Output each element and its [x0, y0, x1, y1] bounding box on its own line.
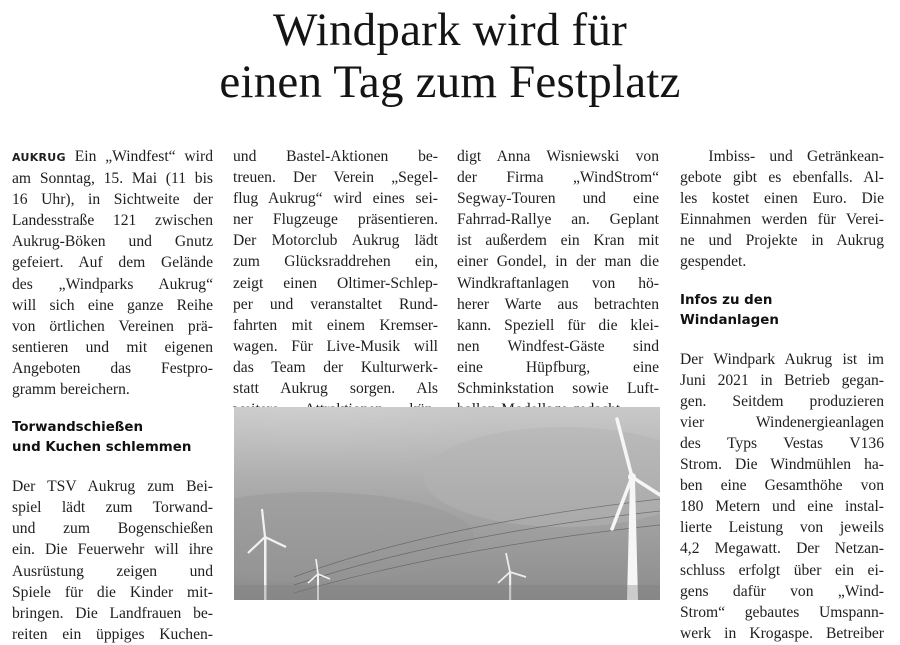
text-line: und Bastel-Aktionen be- [233, 148, 438, 165]
text-line: ne und Projekte in Aukrug [680, 232, 884, 250]
text-line: werk in Krogaspe. Betreiber [680, 624, 884, 642]
text-line: digt Anna Wisniewski von [457, 148, 659, 165]
text-line: will sich eine ganze Reihe [12, 296, 213, 314]
text-line: kann. Speziell für die klei- [457, 316, 659, 334]
text-line: ein. Die Feuerwehr will ihre [12, 541, 213, 559]
text-line: Einnahmen werden für Verei- [680, 211, 884, 229]
body-paragraph [457, 146, 659, 420]
subheading-torwand [12, 418, 213, 458]
spacer [12, 458, 213, 476]
text-line: gen. Seitdem produzieren [680, 392, 884, 410]
text-line: am Sonntag, 15. Mai (11 bis [12, 170, 213, 188]
wind-turbines-photo [234, 407, 660, 600]
text-line: der Firma „WindStrom“ [457, 169, 659, 187]
text-line: wagen. Für Live-Musik will [233, 337, 438, 355]
text-line: Der TSV Aukrug zum Bei- [12, 478, 213, 496]
text-line: gramm bereichern. [12, 381, 130, 399]
subheading-line: Windanlagen [680, 312, 779, 328]
subheading-infos [680, 291, 884, 331]
text-line: Der Windpark Aukrug ist im [680, 350, 884, 368]
text-line: per und veranstaltet Rund- [233, 295, 438, 313]
text-line: ben eine Gesamthöhe von [680, 477, 884, 495]
text-line: vier Windenergieanlagen [680, 413, 884, 431]
text-line: des „Windparks Aukrug“ [12, 275, 213, 293]
text-line: eine Hüpfburg, eine [457, 358, 659, 376]
text-line: das Team der Kulturwerk- [233, 358, 438, 376]
article-column-1 [12, 146, 213, 645]
spacer [680, 273, 884, 291]
article-column-2 [233, 146, 438, 420]
text-line: Imbiss- und Getränkean- [680, 148, 884, 165]
text-line: fahrten mit einem Kremser- [233, 316, 438, 334]
text-line: 16 Uhr), in Sichtweite der [12, 191, 213, 209]
photo-image [234, 407, 660, 600]
body-paragraph [12, 476, 213, 645]
ground-haze [234, 585, 660, 600]
text-line: Windkraftanlagen von hö- [457, 274, 659, 292]
text-line: Aukrug-Böken und Gnutz [12, 233, 213, 251]
intro-paragraph [12, 146, 213, 400]
text-line: Strom. Die Windmühlen ha- [680, 456, 884, 474]
text-line: spiel lädt zum Torwand- [12, 499, 213, 517]
text-line: Segway-Touren und eine [457, 190, 659, 208]
headline-line-1: Windpark wird für [273, 4, 627, 56]
text-line: einer Gondel, in der man die [457, 253, 659, 271]
subheading-line: Torwandschießen [12, 420, 144, 436]
text-line: gebote gibt es ebenfalls. Al- [680, 169, 884, 187]
text-line: herer Warte aus betrachten [457, 295, 659, 313]
text-line [12, 146, 213, 168]
spacer [12, 400, 213, 418]
text-line: Strom“ gebautes Umspann- [680, 603, 884, 621]
text-line: 4,2 Megawatt. Der Netzan- [680, 540, 884, 558]
text-line: gespendet. [680, 253, 747, 271]
text-line: les kostet einen Euro. Die [680, 190, 884, 208]
dateline: AUKRUG [12, 151, 66, 164]
body-paragraph [680, 146, 884, 273]
headline [0, 4, 900, 108]
text-line: und zum Bogenschießen [12, 520, 213, 538]
text-line: reiten ein üppiges Kuchen- [12, 625, 213, 643]
subheading-line: und Kuchen schlemmen [12, 440, 192, 456]
text-line: flug Aukrug“ wird eines sei- [233, 190, 438, 208]
text-line: Angeboten das Festpro- [12, 359, 213, 377]
text-line: 180 Metern und eine instal- [680, 498, 884, 516]
text-line: treuen. Der Verein „Segel- [233, 169, 438, 187]
text-line: gefeiert. Auf dem Gelände [12, 254, 213, 272]
text-line: lierte Leistung von jeweils [680, 519, 884, 537]
text-line: bringen. Die Landfrauen be- [12, 604, 213, 622]
text-line: sentieren und mit eigenen [12, 338, 213, 356]
text-line: von örtlichen Vereinen prä- [12, 317, 213, 335]
text-line: zeigt einen Oltimer-Schlep- [233, 274, 438, 292]
text-line: Landesstraße 121 zwischen [12, 212, 213, 230]
headline-line-2: einen Tag zum Festplatz [219, 56, 681, 108]
text-fragment: Ein „Windfest“ wird [65, 148, 213, 165]
text-line: nen Windfest-Gäste sind [457, 337, 659, 355]
article-column-4 [680, 146, 884, 644]
spacer [680, 331, 884, 349]
text-line: statt Aukrug sorgen. Als [233, 380, 438, 398]
text-line: des Typs Vestas V136 [680, 434, 884, 452]
text-line: Ausrüstung zeigen und [12, 562, 213, 580]
text-line: ner Flugzeuge präsentieren. [233, 211, 438, 229]
text-line: gens dafür von „Wind- [680, 582, 884, 600]
text-line: Fahrrad-Rallye an. Geplant [457, 211, 659, 229]
article-column-3 [457, 146, 659, 420]
text-line: Spiele für die Kinder mit- [12, 583, 213, 601]
text-line: Juni 2021 in Betrieb gegan- [680, 371, 884, 389]
subheading-line: Infos zu den [680, 292, 773, 308]
text-line: ist außerdem ein Kran mit [457, 232, 659, 250]
text-line: Der Motorclub Aukrug lädt [233, 232, 438, 250]
text-line: zum Glücksraddrehen ein, [233, 253, 438, 271]
text-line: Schminkstation sowie Luft- [457, 380, 659, 398]
body-paragraph [233, 146, 438, 420]
text-line: schluss erfolgt über ein ei- [680, 561, 884, 579]
